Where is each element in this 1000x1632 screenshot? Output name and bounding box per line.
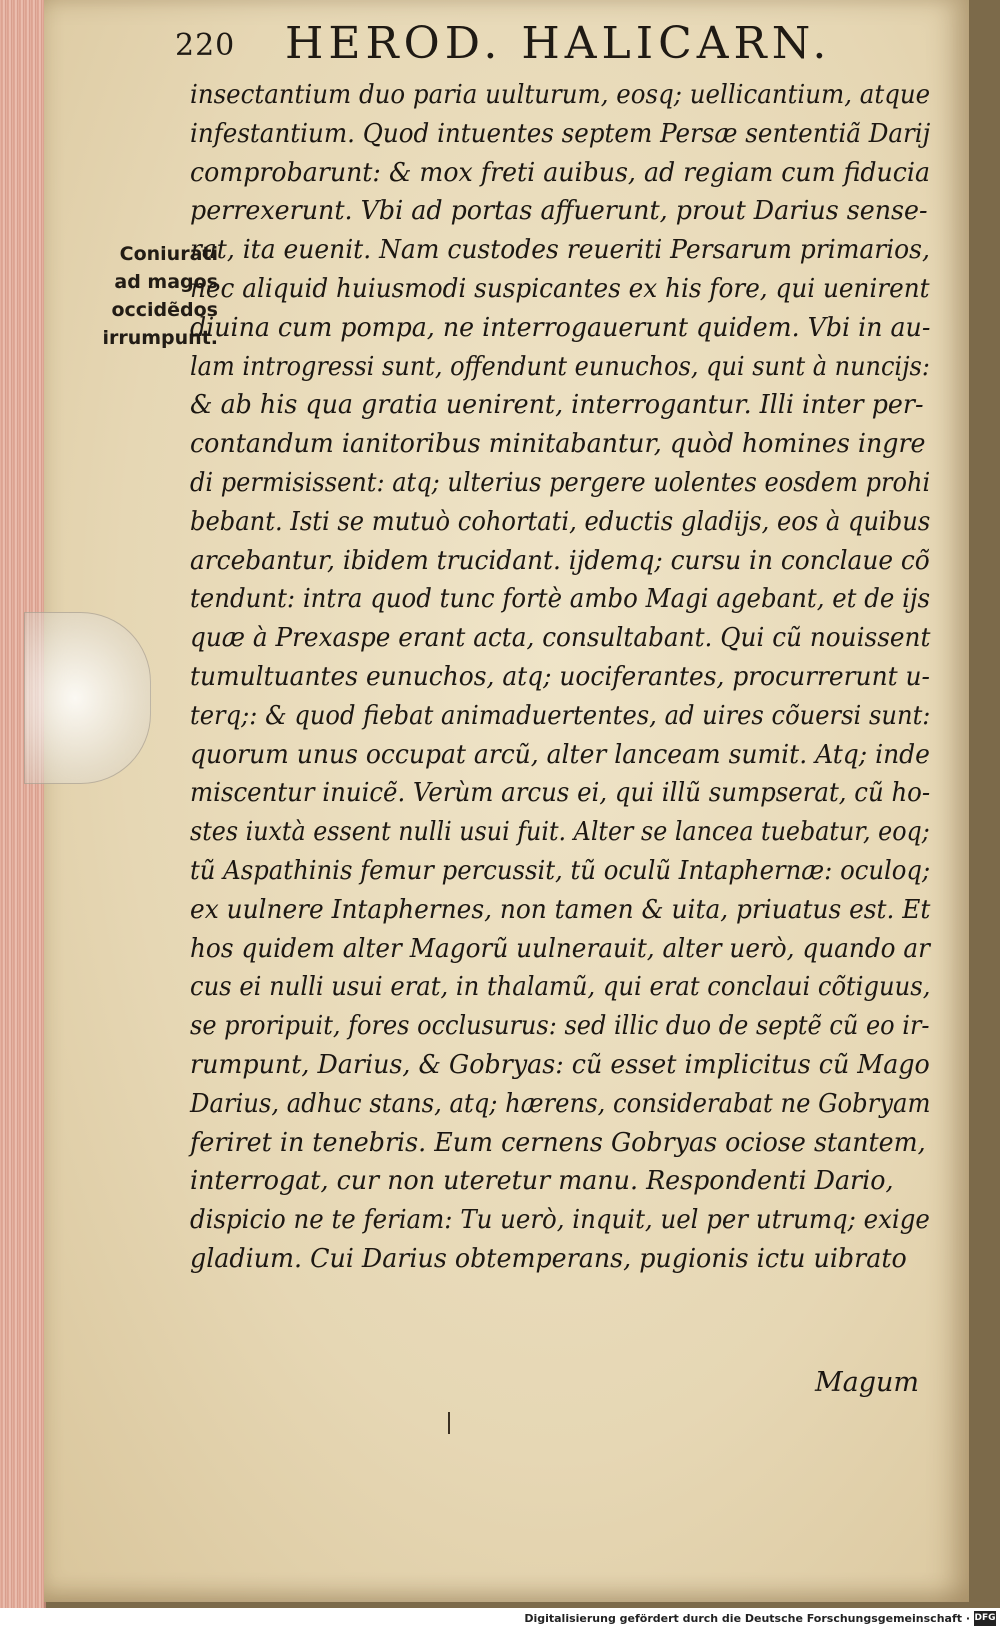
page-number: 220 xyxy=(175,28,236,63)
running-head-title: HEROD. HALICARN. xyxy=(285,18,832,69)
text-line: bebant. Isti se mutuò cohortati, eductis gladijs, eos à quibus xyxy=(190,506,931,537)
text-line: hos quidem alter Magorũ uulnerauit, alter uerò, quando ar xyxy=(190,933,930,964)
text-line: rumpunt, Darius, & Gobryas: cũ esset implicitus cũ Mago xyxy=(190,1049,930,1080)
signature-tick-mark xyxy=(448,1412,450,1434)
marginal-note-line: ad magos xyxy=(114,271,218,293)
dfg-logo: DFG xyxy=(974,1611,996,1626)
text-line: insectantium duo paria uulturum, eosq; uellicantium, atque xyxy=(190,80,931,110)
text-line: tumultuantes eunuchos, atq; uociferantes, procurrerunt u- xyxy=(190,661,930,692)
text-line: feriret in tenebris. Eum cernens Gobryas ociose stantem, xyxy=(190,1127,926,1158)
marginal-note-line: Coniurati xyxy=(119,243,218,265)
funding-credit: Digitalisierung gefördert durch die Deutsche Forschungsgemeinschaft · xyxy=(524,1612,970,1625)
text-line: perrexerunt. Vbi ad portas affuerunt, prout Darius sense- xyxy=(190,196,928,227)
text-line: tendunt: intra quod tunc fortè ambo Magi agebant, et de ijs xyxy=(190,584,930,615)
text-line: interrogat, cur non uteretur manu. Respondenti Dario, xyxy=(190,1166,894,1197)
text-line: diuina cum pompa, ne interrogauerunt quidem. Vbi in au- xyxy=(190,312,931,343)
body-text xyxy=(190,76,950,1279)
marginal-note-line: irrumpunt. xyxy=(102,327,218,349)
catchword: Magum xyxy=(815,1367,920,1398)
text-line: quæ à Prexaspe erant acta, consultabant. Qui cũ nouissent xyxy=(190,623,931,654)
text-line: cus ei nulli usui erat, in thalamũ, qui erat conclaui cõtiguus, xyxy=(190,972,931,1003)
text-line: arcebantur, ibidem trucidant. ijdemq; cursu in conclaue cõ xyxy=(190,545,930,576)
text-line: tũ Aspathinis femur percussit, tũ oculũ Intaphernæ: oculoq; xyxy=(190,855,931,886)
marginal-note-line: occidẽdos xyxy=(111,299,218,321)
text-line: ex uulnere Intaphernes, non tamen & uita, priuatus est. Et xyxy=(190,894,931,925)
text-line: gladium. Cui Darius obtemperans, pugionis ictu uibrato xyxy=(190,1243,907,1274)
text-line: contandum ianitoribus minitabantur, quòd homines ingre xyxy=(190,429,926,460)
text-line: comprobarunt: & mox freti auibus, ad regiam cum fiducia xyxy=(190,157,931,188)
text-line: lam introgressi sunt, offendunt eunuchos, qui sunt à nuncijs: xyxy=(190,351,930,382)
text-line: Darius, adhuc stans, atq; hærens, considerabat ne Gobryam xyxy=(190,1088,931,1119)
text-line: & ab his qua gratia uenirent, interrogantur. Illi inter per- xyxy=(190,390,924,421)
text-line: terq;: & quod fiebat animaduertentes, ad uires cõuersi sunt: xyxy=(190,700,931,731)
page-tab-marker xyxy=(24,612,151,784)
text-line: quorum unus occupat arcũ, alter lanceam sumit. Atq; inde xyxy=(190,739,930,770)
text-line: stes iuxtà essent nulli usui fuit. Alter se lancea tuebatur, eoq; xyxy=(190,817,930,848)
book-fore-edge xyxy=(0,0,46,1608)
running-head xyxy=(175,14,895,72)
text-line: se proripuit, fores occlusurus: sed illic duo de septẽ cũ eo ir- xyxy=(190,1011,930,1042)
text-line: rat, ita euenit. Nam custodes reueriti Persarum primarios, xyxy=(190,235,930,266)
text-line: miscentur inuicẽ. Verùm arcus ei, qui illũ sumpserat, cũ ho- xyxy=(190,778,931,809)
text-line: dispicio ne te feriam: Tu uerò, inquit, uel per utrumq; exige xyxy=(190,1205,930,1236)
text-line: nec aliquid huiusmodi suspicantes ex his fore, qui uenirent xyxy=(190,273,930,304)
text-line: di permisissent: atq; ulterius pergere uolentes eosdem prohi xyxy=(190,467,931,498)
text-line: infestantium. Quod intuentes septem Persæ sententiã Darij xyxy=(190,118,931,149)
footer-bar xyxy=(0,1608,1000,1632)
